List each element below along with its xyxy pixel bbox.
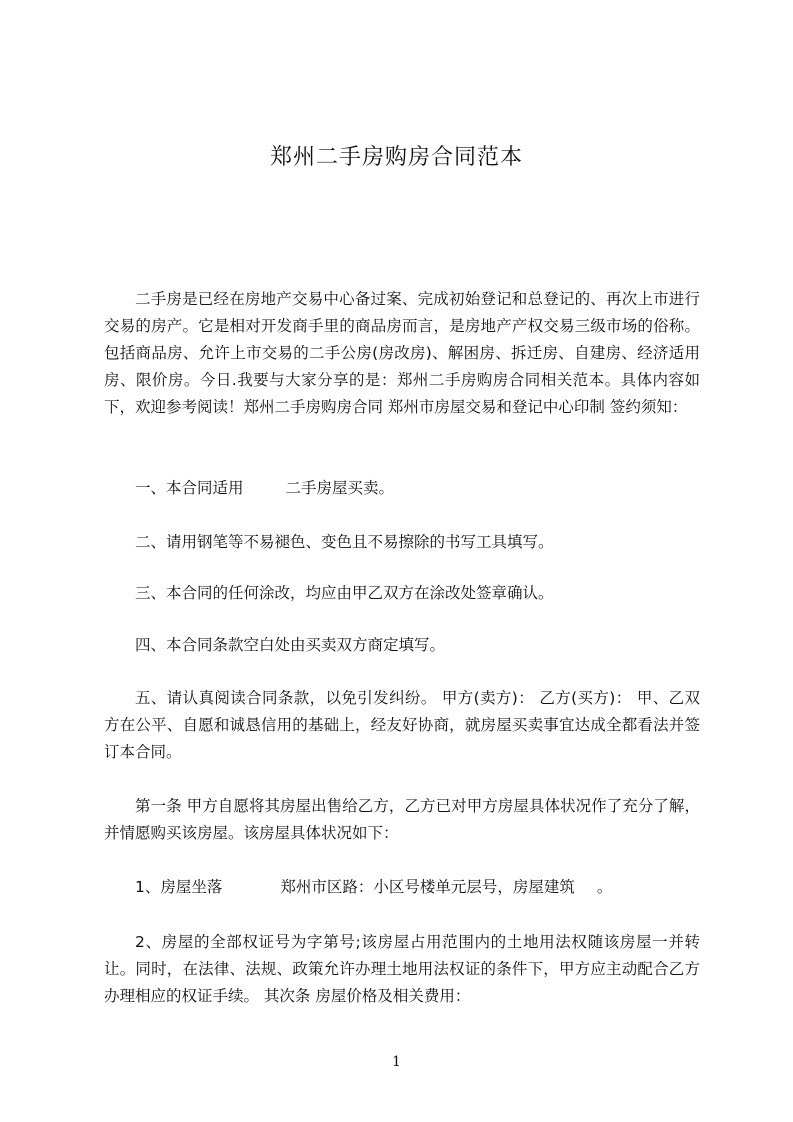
document-title: 郑州二手房购房合同范本 xyxy=(269,145,523,170)
notice-item-5: 五、请认真阅读合同条款，以免引发纠纷。 甲方(卖方)： 乙方(买方)： 甲、乙双方在公平、自愿和诚恳信用的基础上，经友好协商，就房屋买卖事宜达成全都看法并签订本合同。 xyxy=(104,689,700,761)
item-1-middle: 郑州市区路：小区号楼单元层号，房屋建筑 xyxy=(280,878,575,896)
notice-item-1-prefix: 一、本合同适用 xyxy=(135,479,244,497)
notice-item-1-suffix: 二手房屋买卖。 xyxy=(285,479,395,497)
notice-item-2: 二、请用钢笔等不易褪色、变色且不易擦除的书写工具填写。 xyxy=(135,533,554,551)
page-number: 1 xyxy=(392,1054,401,1070)
notice-item-1 xyxy=(104,475,700,502)
intro-paragraph: 二手房是已经在房地产交易中心备过案、完成初始登记和总登记的、再次上市进行交易的房产。它是相对开发商手里的商品房而言，是房地产产权交易三级市场的俗称。包括商品房、允许上市交易的二手公房(房改房)、解困房、拆迁房、自建房、经济适用房、限价房。今日.我要与大家分享的是：郑州二手房购房合同相关范本。具体内容如下，欢迎参考阅读！郑州二手房购房合同 郑州市房屋交易和登记中心印制 签约须知： xyxy=(104,290,700,416)
notice-item-4: 四、本合同条款空白处由买卖双方商定填写。 xyxy=(135,636,446,654)
article-1-paragraph: 第一条 甲方自愿将其房屋出售给乙方，乙方已对甲方房屋具体状况作了充分了解，并情愿购买该房屋。该房屋具体状况如下： xyxy=(104,797,700,842)
article-1-item-1 xyxy=(104,874,700,901)
article-1-item-2: 2、房屋的全部权证号为字第号;该房屋占用范围内的土地用法权随该房屋一并转让。同时，在法律、法规、政策允许办理土地用法权证的条件下，甲方应主动配合乙方办理相应的权证手续。 其次条 房屋价格及相关费用： xyxy=(104,933,700,1005)
item-1-prefix: 1、房屋坐落 xyxy=(135,878,223,896)
notice-item-3: 三、本合同的任何涂改，均应由甲乙双方在涂改处签章确认。 xyxy=(135,584,554,602)
item-1-suffix: 。 xyxy=(596,878,613,896)
